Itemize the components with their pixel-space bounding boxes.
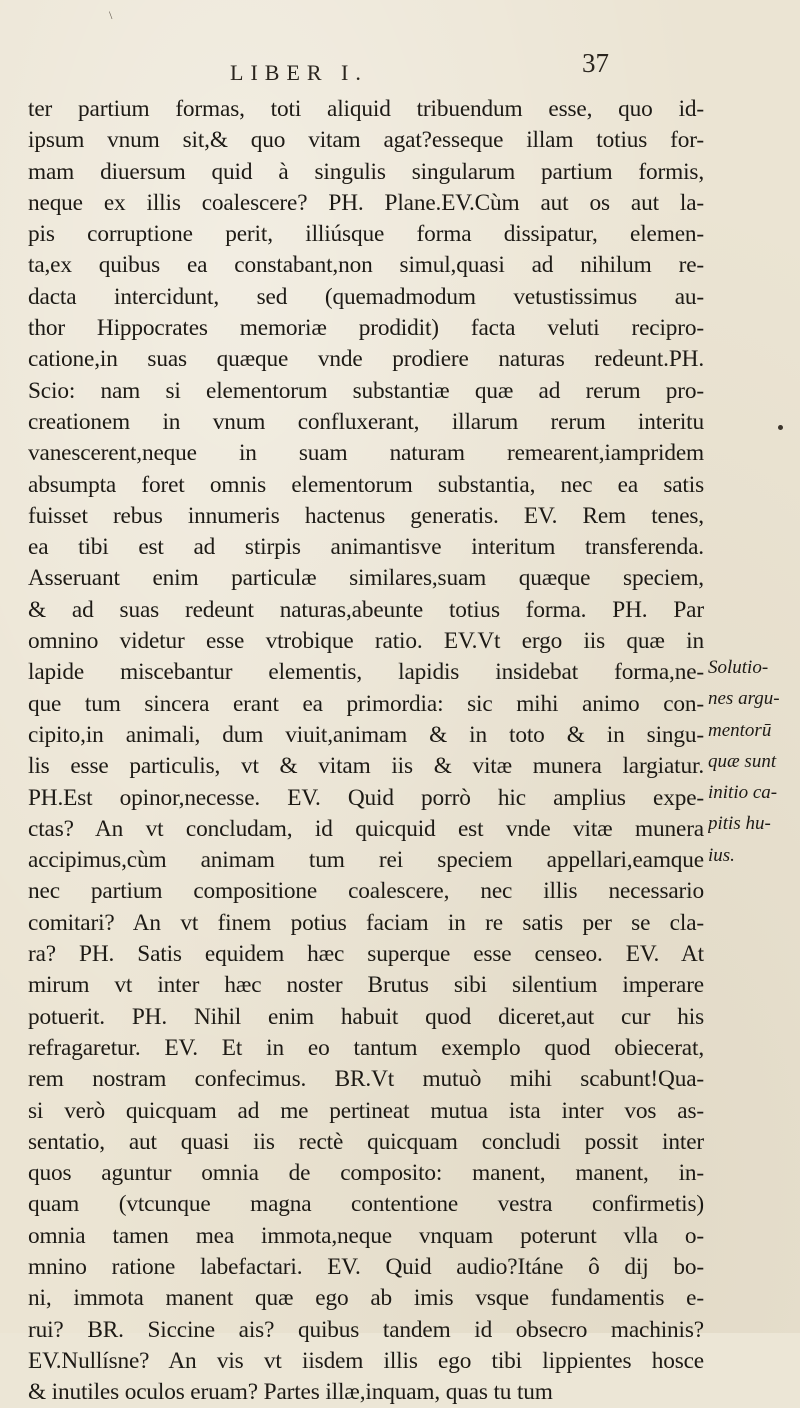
text-line: rui? BR. Siccine ais? quibus tandem id obsecro machinis? [28, 1316, 704, 1343]
text-line: comitari? An vt finem potius faciam in re satis per se cla- [28, 909, 704, 936]
text-line: accipimus,cùm animam tum rei speciem appellari,eamque [28, 847, 704, 874]
marginal-note-line: pitis hu- [708, 813, 771, 835]
running-head: LIBER I. [230, 60, 368, 85]
text-line: Scio: nam si elementorum substantiæ quæ ad rerum pro- [28, 377, 704, 404]
text-line: creationem in vnum confluxerant, illarum rerum interitu [28, 408, 704, 435]
text-line: nec partium compositione coalescere, nec illis necessario [28, 878, 704, 905]
text-line: absumpta foret omnis elementorum substantia, nec ea satis [28, 471, 704, 498]
text-line: omnia tamen mea immota,neque vnquam poterunt vlla o- [28, 1222, 704, 1249]
text-line: omnino videtur esse vtrobique ratio. EV.Vt ergo iis quæ in [28, 628, 704, 655]
page-number: 37 [582, 48, 609, 78]
text-line: ni, immota manent quæ ego ab imis vsque fundamentis e- [28, 1285, 704, 1312]
page-corner-mark: \ [109, 8, 113, 22]
marginal-note-line: nes argu- [708, 688, 780, 710]
text-line: mirum vt inter hæc noster Brutus sibi silentium imperare [28, 972, 704, 999]
text-line: lis esse particulis, vt & vitam iis & vitæ munera largiatur. [28, 753, 704, 780]
marginal-note-line: mentorū [708, 719, 772, 741]
text-line: quam (vtcunque magna contentione vestra confirmetis) [28, 1191, 704, 1218]
text-line: lapide miscebantur elementis, lapidis insidebat forma,ne- [28, 659, 704, 686]
text-line: ea tibi est ad stirpis animantisve interitum transferenda. [28, 534, 704, 561]
marginal-note-line: ius. [708, 844, 735, 866]
text-line: ter partium formas, toti aliquid tribuendum esse, quo id- [28, 96, 704, 122]
text-line: cipito,in animali, dum viuit,animam & in toto & in singu- [28, 721, 704, 748]
marginal-note-line: initio ca- [708, 782, 778, 804]
text-line: que tum sincera erant ea primordia: sic mihi animo con- [28, 690, 704, 717]
text-line: & inutiles oculos eruam? Partes illæ,inquam, quas tu tum [28, 1379, 553, 1406]
text-line: ipsum vnum sit,& quo vitam agat?esseque illam totius for- [28, 127, 704, 154]
text-line: sentatio, aut quasi iis rectè quicquam concludi possit inter [28, 1128, 704, 1155]
text-line: refragaretur. EV. Et in eo tantum exemplo quod obiecerat, [28, 1034, 704, 1061]
text-line: Asseruant enim particulæ similares,suam quæque speciem, [28, 565, 704, 592]
text-line: rem nostram confecimus. BR.Vt mutuò mihi scabunt!Qua- [28, 1066, 704, 1093]
text-line: EV.Nullísne? An vis vt iisdem illis ego tibi lippientes hosce [28, 1347, 704, 1374]
main-text-block [28, 94, 704, 1408]
text-line: fuisset rebus innumeris hactenus generatis. EV. Rem tenes, [28, 502, 704, 529]
text-line: thor Hippocrates memoriæ prodidit) facta veluti recipro- [28, 315, 704, 342]
text-line: neque ex illis coalescere? PH. Plane.EV.Cùm aut os aut la- [28, 189, 704, 216]
text-line: potuerit. PH. Nihil enim habuit quod diceret,aut cur his [28, 1003, 704, 1030]
marginal-note [708, 652, 798, 871]
ink-speck [778, 425, 783, 430]
marginal-note-line: quæ sunt [708, 750, 777, 772]
text-line: dacta intercidunt, sed (quemadmodum vetustissimus au- [28, 283, 704, 310]
text-line: pis corruptione perit, illiúsque forma dissipatur, elemen- [28, 221, 704, 248]
text-line: si verò quicquam ad me pertineat mutua ista inter vos as- [28, 1097, 704, 1124]
text-line: & ad suas redeunt naturas,abeunte totius forma. PH. Par [28, 596, 704, 623]
marginal-note-line: Solutio- [708, 657, 769, 678]
text-line: ctas? An vt concludam, id quicquid est vnde vitæ munera [28, 815, 704, 842]
text-line: quos aguntur omnia de composito: manent, manent, in- [28, 1160, 704, 1187]
text-line: catione,in suas quæque vnde prodiere naturas redeunt.PH. [28, 346, 704, 373]
text-line: ta,ex quibus ea constabant,non simul,quasi ad nihilum re- [28, 252, 704, 279]
text-line: mnino ratione labefactari. EV. Quid audio?Itáne ô dij bo- [28, 1253, 704, 1280]
text-line: ra? PH. Satis equidem hæc superque esse censeo. EV. At [28, 941, 704, 968]
text-line: vanescerent,neque in suam naturam remearent,iampridem [28, 440, 704, 467]
text-line: PH.Est opinor,necesse. EV. Quid porrò hic amplius expe- [28, 784, 704, 811]
text-line: mam diuersum quid à singulis singularum partium formis, [28, 158, 704, 185]
